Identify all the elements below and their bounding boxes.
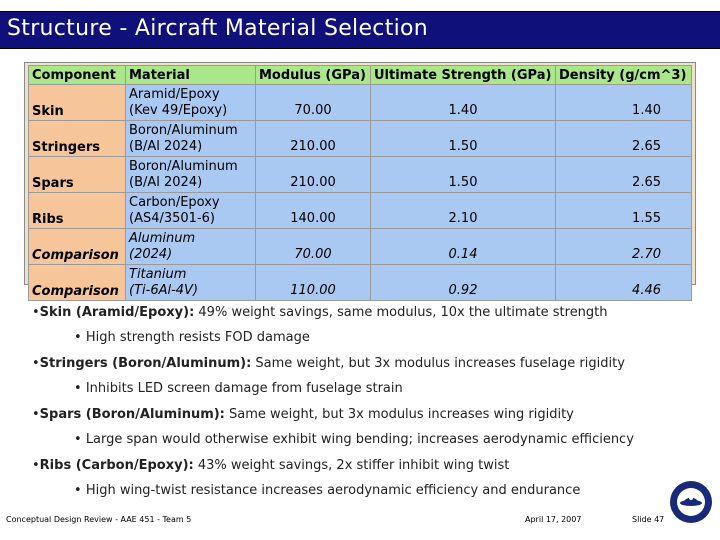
- bullet-text: 49% weight savings, same modulus, 10x the ultimate strength: [194, 305, 608, 320]
- cell-material: [126, 157, 256, 193]
- bullet-item: [32, 407, 574, 422]
- cell-component: Spars: [29, 157, 126, 193]
- sub-bullet-text: High strength resists FOD damage: [85, 330, 310, 345]
- material-designation: (AS4/3501-6): [129, 210, 215, 226]
- bullet-glyph: •: [32, 356, 40, 371]
- cell-material: [126, 121, 256, 157]
- title-bar: [0, 11, 720, 49]
- table-row: [29, 265, 692, 301]
- table-body: [29, 85, 692, 301]
- cell-modulus: 110.00: [256, 265, 371, 301]
- table-header-row: [29, 66, 692, 85]
- material-name: Boron/Aluminum: [129, 158, 238, 174]
- material-name: Aluminum: [129, 230, 196, 246]
- material-name: Titanium: [129, 266, 187, 282]
- cell-material: [126, 193, 256, 229]
- cell-component: Comparison: [29, 229, 126, 265]
- material-table-container: [24, 62, 696, 299]
- cell-density: 4.46: [556, 265, 692, 301]
- slide-title: Structure - Aircraft Material Selection: [7, 16, 429, 41]
- header-component: Component: [29, 66, 126, 85]
- cell-material: [126, 85, 256, 121]
- table-row: [29, 157, 692, 193]
- cell-ultimate-strength: 1.50: [371, 121, 556, 157]
- table-row: [29, 229, 692, 265]
- header-density: Density (g/cm^3): [556, 66, 692, 85]
- cell-modulus: 210.00: [256, 157, 371, 193]
- header-modulus: Modulus (GPa): [256, 66, 371, 85]
- bullet-text: Same weight, but 3x modulus increases fuselage rigidity: [251, 356, 625, 371]
- material-designation: (2024): [129, 246, 173, 262]
- bullet-glyph: •: [32, 458, 40, 473]
- bullet-glyph: •: [74, 483, 82, 498]
- material-designation: (B/Al 2024): [129, 174, 203, 190]
- bullet-glyph: •: [32, 305, 40, 320]
- cell-component: Stringers: [29, 121, 126, 157]
- table-row: [29, 121, 692, 157]
- bullet-text: Same weight, but 3x modulus increases wing rigidity: [224, 407, 574, 422]
- cell-modulus: 140.00: [256, 193, 371, 229]
- bullet-glyph: •: [32, 407, 40, 422]
- sub-bullet-item: [74, 330, 310, 345]
- bullet-glyph: •: [74, 381, 82, 396]
- footer-presentation-name: Conceptual Design Review - AAE 451 - Team 5: [6, 515, 192, 524]
- table-row: [29, 85, 692, 121]
- header-material: Material: [126, 66, 256, 85]
- sub-bullet-text: Large span would otherwise exhibit wing bending; increases aerodynamic efficiency: [85, 432, 634, 447]
- team-logo-icon: [667, 478, 715, 526]
- bullet-item: [32, 356, 625, 371]
- cell-density: 1.55: [556, 193, 692, 229]
- cell-ultimate-strength: 1.40: [371, 85, 556, 121]
- sub-bullet-item: [74, 432, 634, 447]
- cell-material: [126, 229, 256, 265]
- cell-ultimate-strength: 1.50: [371, 157, 556, 193]
- sub-bullet-item: [74, 381, 403, 396]
- cell-modulus: 70.00: [256, 229, 371, 265]
- cell-density: 2.65: [556, 121, 692, 157]
- table-row: [29, 193, 692, 229]
- sub-bullet-text: Inhibits LED screen damage from fuselage strain: [85, 381, 403, 396]
- cell-modulus: 210.00: [256, 121, 371, 157]
- cell-component: Comparison: [29, 265, 126, 301]
- cell-material: [126, 265, 256, 301]
- bullet-item: [32, 305, 608, 320]
- material-designation: (B/Al 2024): [129, 138, 203, 154]
- sub-bullet-text: High wing-twist resistance increases aerodynamic efficiency and endurance: [85, 483, 581, 498]
- bullet-glyph: •: [74, 330, 82, 345]
- bullet-heading: Spars (Boron/Aluminum):: [39, 407, 225, 422]
- bullet-heading: Ribs (Carbon/Epoxy):: [39, 458, 194, 473]
- bullet-heading: Stringers (Boron/Aluminum):: [39, 356, 252, 371]
- cell-density: 1.40: [556, 85, 692, 121]
- bullet-heading: Skin (Aramid/Epoxy):: [39, 305, 195, 320]
- cell-density: 2.70: [556, 229, 692, 265]
- bullet-text: 43% weight savings, 2x stiffer inhibit wing twist: [193, 458, 510, 473]
- cell-ultimate-strength: 0.14: [371, 229, 556, 265]
- cell-component: Skin: [29, 85, 126, 121]
- material-name: Aramid/Epoxy: [129, 86, 220, 102]
- sub-bullet-item: [74, 483, 580, 498]
- cell-ultimate-strength: 0.92: [371, 265, 556, 301]
- footer-date: April 17, 2007: [525, 515, 582, 524]
- header-ultimate-strength: Ultimate Strength (GPa): [371, 66, 556, 85]
- footer-slide-number: Slide 47: [632, 515, 665, 524]
- cell-modulus: 70.00: [256, 85, 371, 121]
- material-designation: (Ti-6Al-4V): [129, 282, 199, 298]
- material-designation: (Kev 49/Epoxy): [129, 102, 228, 118]
- bullet-glyph: •: [74, 432, 82, 447]
- material-table: [28, 65, 692, 301]
- material-name: Carbon/Epoxy: [129, 194, 220, 210]
- cell-ultimate-strength: 2.10: [371, 193, 556, 229]
- material-name: Boron/Aluminum: [129, 122, 238, 138]
- bullet-item: [32, 458, 509, 473]
- cell-component: Ribs: [29, 193, 126, 229]
- cell-density: 2.65: [556, 157, 692, 193]
